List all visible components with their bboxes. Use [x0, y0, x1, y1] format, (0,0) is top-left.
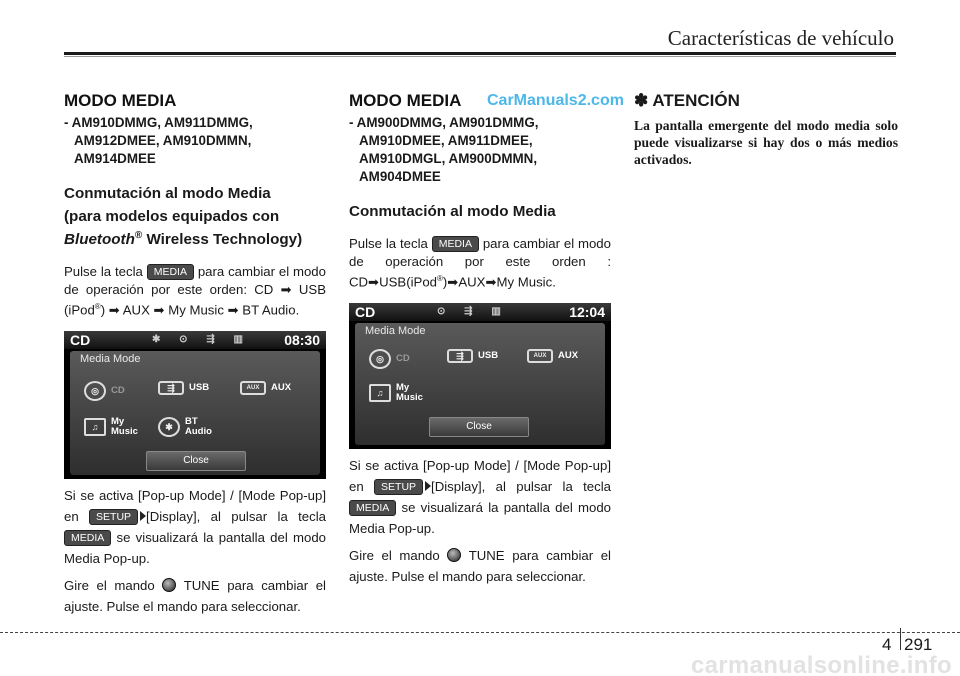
footer-rule [0, 632, 960, 633]
attention-heading: ✽ ATENCIÓN [634, 91, 740, 110]
option-my-music[interactable]: ♫ My Music [84, 417, 141, 437]
usb-icon: ⇶ [447, 349, 473, 363]
disc-icon: ◎ [369, 349, 391, 369]
section-number: 4 [882, 635, 892, 654]
media-mode-screen [349, 303, 611, 449]
column-middle [349, 90, 611, 587]
model-line: AM910DMGL, AM900DMMN, [359, 151, 538, 166]
page-number: 291 [904, 635, 933, 654]
aux-icon: AUX [240, 381, 266, 395]
paragraph-tune: Gire el mando TUNE para cambiar el ajuste. Pulse el mando para seleccionar. [349, 547, 611, 584]
status-icons: ✱ ⊙ ⇶ ▥ [152, 333, 251, 345]
media-mode-panel: Media Mode ◎ CD ⇶ USB AUX AUX ♫ My Music ✱ BT Audio Close [70, 351, 320, 475]
media-key-icon: MEDIA [432, 236, 479, 252]
header-rule-thin [64, 56, 896, 57]
model-line: AM912DMEE, AM910DMMN, [74, 133, 252, 148]
status-icons: ⊙ ⇶ ▥ [437, 305, 509, 317]
media-key-icon: MEDIA [349, 500, 396, 516]
media-mode-panel: Media Mode ◎ CD ⇶ USB AUX AUX ♫ My Music Close [355, 323, 605, 445]
section-title: MODO MEDIA [349, 91, 462, 110]
paragraph-media-order: Pulse la tecla MEDIA para cambiar el modo de operación por este orden: CD ➡ USB (iPod®) ➡ AUX ➡ My Music ➡ BT Audio. [64, 264, 326, 318]
watermark-carmanuals2[interactable]: CarManuals2.com [487, 92, 624, 109]
option-usb[interactable]: ⇶ USB [447, 349, 498, 363]
option-aux[interactable]: AUX AUX [240, 381, 291, 395]
tune-knob-icon [162, 578, 176, 592]
media-mode-screen [64, 331, 326, 479]
footer-watermark[interactable]: carmanualsonline.info [690, 652, 952, 676]
close-button[interactable]: Close [429, 417, 529, 437]
model-line: AM904DMEE [359, 169, 441, 184]
paragraph-tune: Gire el mando TUNE para cambiar el ajuste. Pulse el mando para seleccionar. [64, 577, 326, 614]
column-left [64, 90, 326, 617]
music-folder-icon: ♫ [84, 418, 106, 436]
chapter-title: Características de vehículo [667, 26, 894, 50]
music-folder-icon: ♫ [369, 384, 391, 402]
option-bt-audio[interactable]: ✱ BT Audio [158, 417, 215, 437]
setup-key-icon: SETUP [89, 509, 138, 525]
model-line: - AM910DMMG, AM911DMMG, [64, 115, 253, 130]
page-divider [900, 628, 901, 650]
paragraph-popup: Si se activa [Pop-up Mode] / [Mode Pop-up] en SETUP [Display], al pulsar la tecla MEDIA se visualizará la pantalla del modo Media Pop-up. [64, 487, 326, 566]
usb-icon: ⇶ [158, 381, 184, 395]
option-cd[interactable]: ◎ CD [369, 349, 410, 369]
subheading-bluetooth: (para modelos equipados con Bluetooth® Wireless Technology) [64, 208, 303, 249]
option-cd[interactable]: ◎ CD [84, 381, 125, 401]
option-my-music[interactable]: ♫ My Music [369, 383, 426, 403]
screen-status-bar: CD ✱ ⊙ ⇶ ▥ 08:30 [64, 331, 326, 349]
model-line: AM910DMEE, AM911DMEE, [359, 133, 533, 148]
section-title: MODO MEDIA [64, 91, 177, 110]
screen-status-bar: CD ⊙ ⇶ ▥ 12:04 [349, 303, 611, 321]
model-line: - AM900DMMG, AM901DMMG, [349, 115, 539, 130]
aux-icon: AUX [527, 349, 553, 363]
attention-icon: ✽ [634, 91, 649, 110]
paragraph-media-order: Pulse la tecla MEDIA para cambiar el modo de operación por este orden : CD➡USB(iPod®)➡AUX➡My Music. [349, 236, 611, 290]
column-right [634, 90, 898, 168]
model-line: AM914DMEE [74, 151, 156, 166]
media-key-icon: MEDIA [64, 530, 111, 546]
header-rule [64, 52, 896, 55]
tune-knob-icon [447, 548, 461, 562]
setup-key-icon: SETUP [374, 479, 423, 495]
disc-icon: ◎ [84, 381, 106, 401]
model-list [64, 114, 326, 168]
option-aux[interactable]: AUX AUX [527, 349, 578, 363]
paragraph-popup: Si se activa [Pop-up Mode] / [Mode Pop-up] en SETUP [Display], al pulsar la tecla MEDIA se visualizará la pantalla del modo Media Pop-up. [349, 457, 611, 536]
bluetooth-icon: ✱ [158, 417, 180, 437]
media-key-icon: MEDIA [147, 264, 194, 280]
attention-text: La pantalla emergente del modo media solo puede visualizarse si hay dos o más medios activados. [634, 118, 898, 167]
model-list [349, 114, 611, 186]
subheading-switch-media: Conmutación al modo Media [349, 203, 556, 220]
subheading-switch-media: Conmutación al modo Media [64, 185, 271, 202]
option-usb[interactable]: ⇶ USB [158, 381, 209, 395]
close-button[interactable]: Close [146, 451, 246, 471]
